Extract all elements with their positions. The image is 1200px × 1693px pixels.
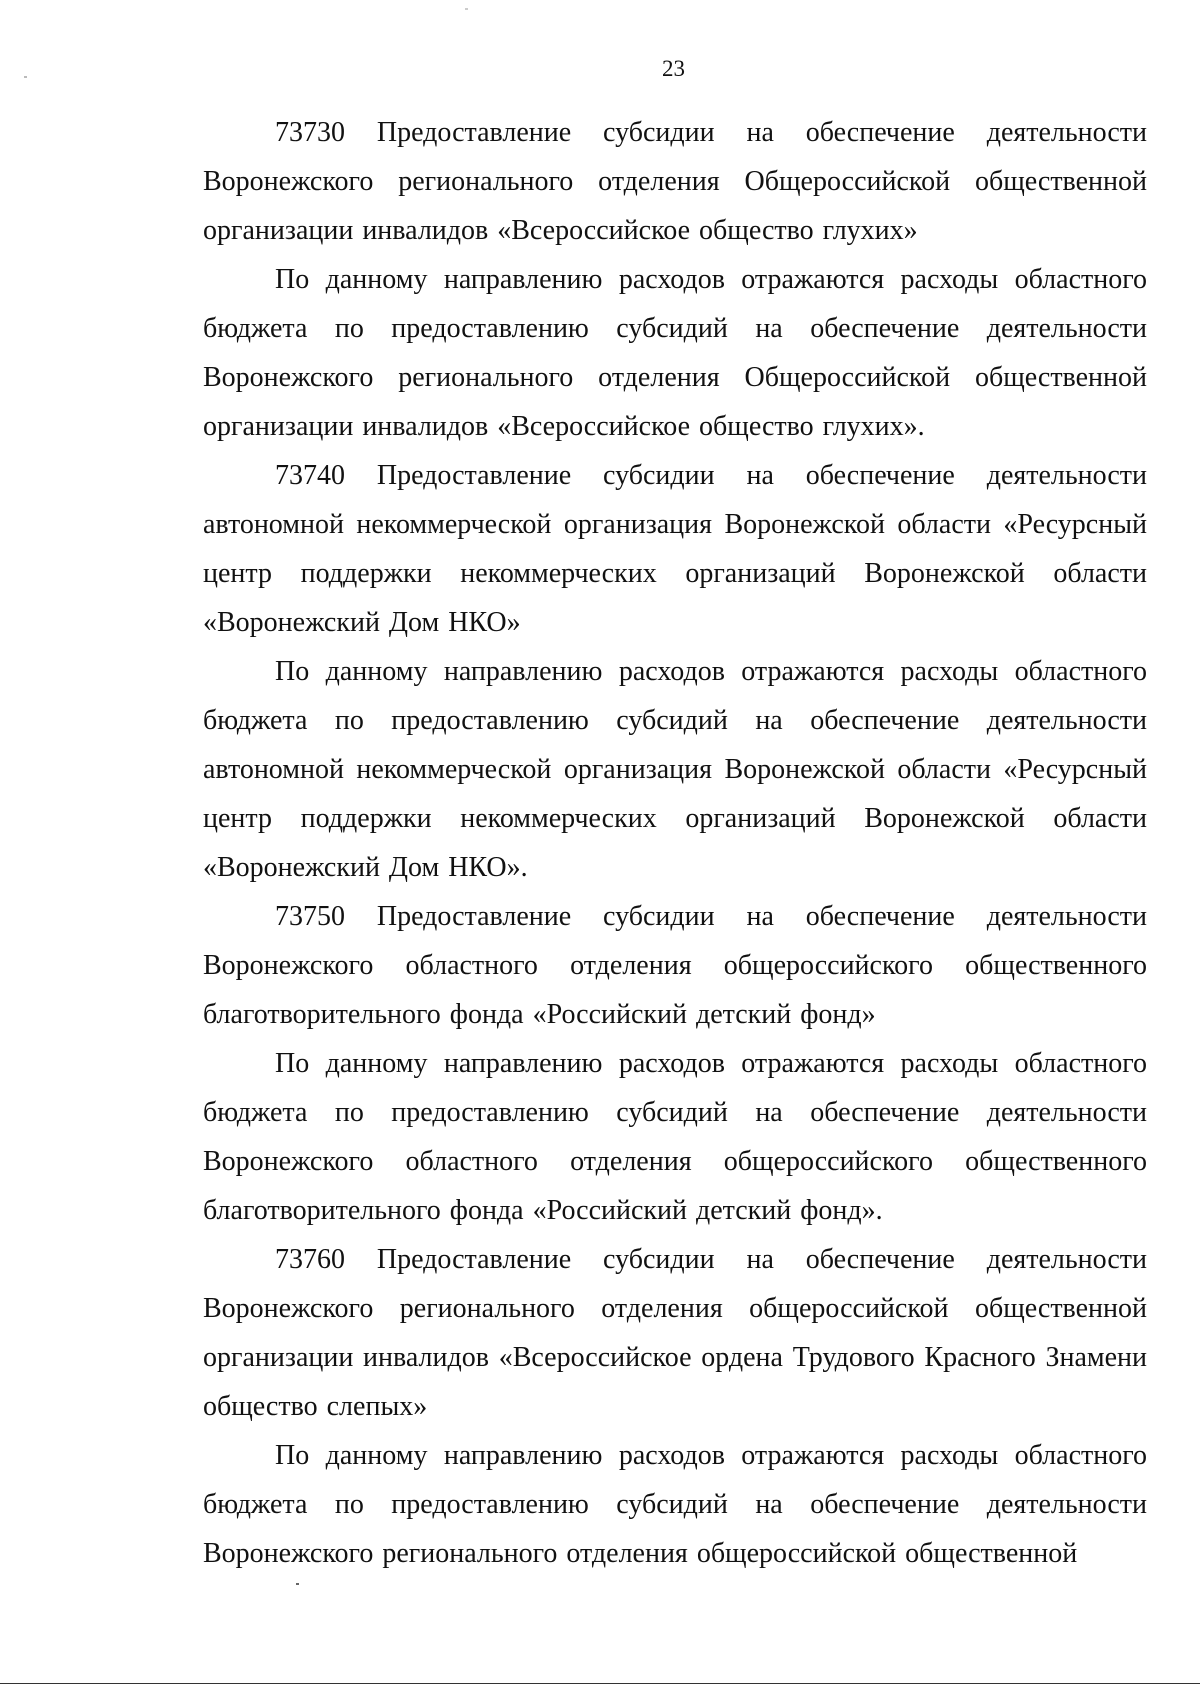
paragraph-73760-description: По данному направлению расходов отражаются расходы областного бюджета по предоставлению субсидий на обеспечение деятельности Воронежского регионального отделения общероссийской общественной xyxy=(203,1440,1147,1569)
paragraph-73760-heading: 73760 Предоставление субсидии на обеспечение деятельности Воронежского регионального отделения общероссийской общественной организации инвалидов «Всероссийское ордена Трудового Красного Знамени общество слепых» xyxy=(203,1244,1147,1422)
paragraph-73740-heading: 73740 Предоставление субсидии на обеспечение деятельности автономной некоммерческой организация Воронежской области «Ресурсный центр поддержки некоммерческих организаций Воронежской области «Воронежский Дом НКО» xyxy=(203,460,1147,638)
page-bottom-rule xyxy=(0,1683,1200,1684)
paragraph-73740-description: По данному направлению расходов отражаются расходы областного бюджета по предоставлению субсидий на обеспечение деятельности автономной некоммерческой организация Воронежской области «Ресурсный центр поддержки некоммерческих организаций Воронежской области «Воронежский Дом НКО». xyxy=(203,656,1147,883)
paragraph-73730-heading: 73730 Предоставление субсидии на обеспечение деятельности Воронежского регионального отделения Общероссийской общественной организации инвалидов «Всероссийское общество глухих» xyxy=(203,117,1147,246)
scan-speck xyxy=(296,1583,299,1585)
paragraph-73750-heading: 73750 Предоставление субсидии на обеспечение деятельности Воронежского областного отделения общероссийского общественного благотворительного фонда «Российский детский фонд» xyxy=(203,901,1147,1030)
document-body xyxy=(203,108,1147,1578)
paragraph-73750-description: По данному направлению расходов отражаются расходы областного бюджета по предоставлению субсидий на обеспечение деятельности Воронежского областного отделения общероссийского общественного благотворительного фонда «Российский детский фонд». xyxy=(203,1048,1147,1226)
paragraph-73730-description: По данному направлению расходов отражаются расходы областного бюджета по предоставлению субсидий на обеспечение деятельности Воронежского регионального отделения Общероссийской общественной организации инвалидов «Всероссийское общество глухих». xyxy=(203,264,1147,442)
page-number: 23 xyxy=(662,56,685,81)
scan-speck xyxy=(465,8,468,10)
